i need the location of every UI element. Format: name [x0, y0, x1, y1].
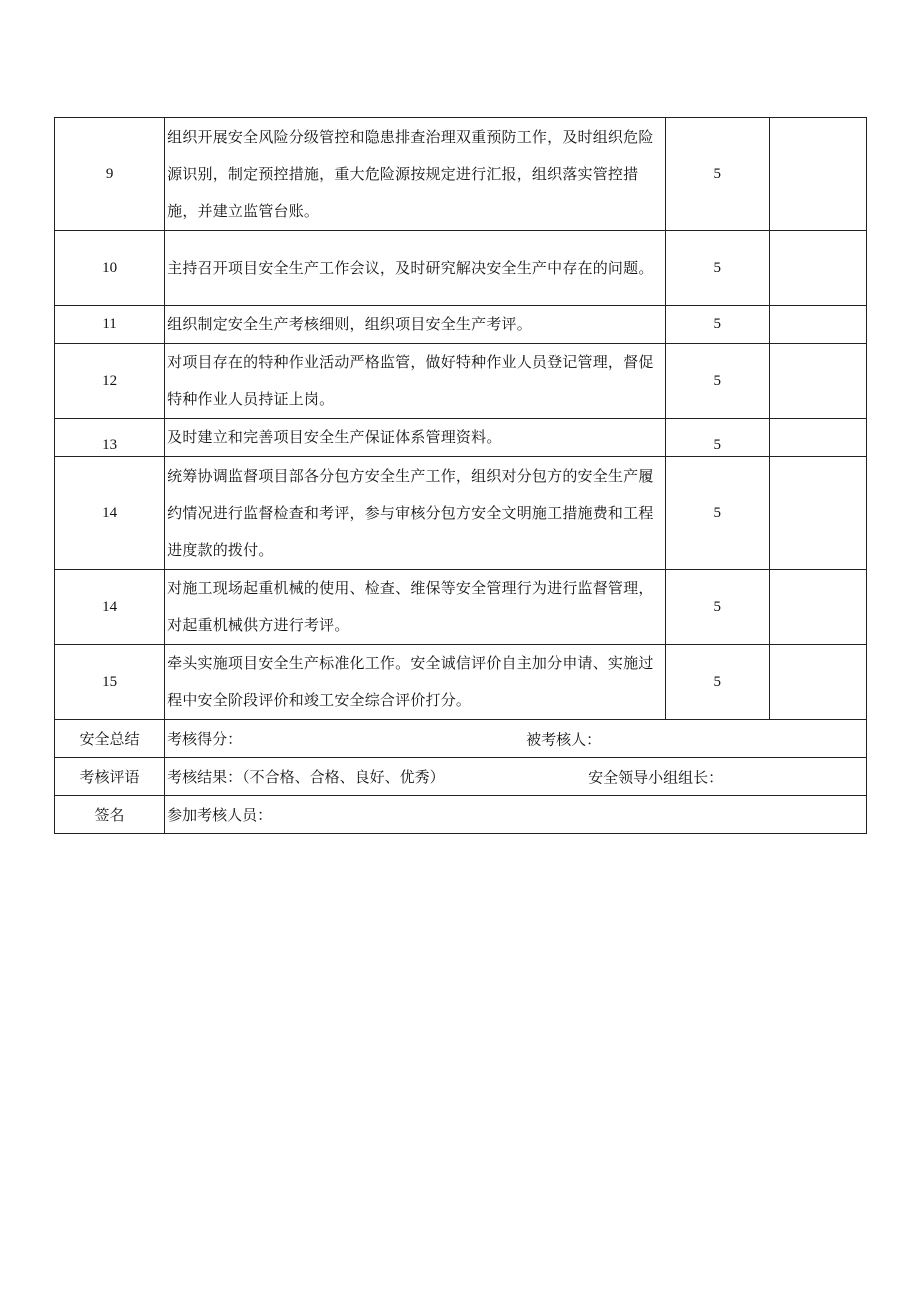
- table-row: [55, 118, 867, 231]
- item-content: 对项目存在的特种作业活动严格监管，做好特种作业人员登记管理，督促特种作业人员持证上岗。: [165, 344, 666, 419]
- item-content: 主持召开项目安全生产工作会议，及时研究解决安全生产中存在的问题。: [165, 231, 666, 306]
- item-number: 15: [55, 645, 165, 720]
- assessee-label: 被考核人：: [526, 730, 602, 748]
- item-score: 5: [665, 344, 769, 419]
- table-row: [55, 306, 867, 344]
- item-number: 10: [55, 231, 165, 306]
- sign-label: 签名: [55, 796, 165, 834]
- item-result-cell: [769, 645, 866, 720]
- item-content: 统筹协调监督项目部各分包方安全生产工作，组织对分包方的安全生产履约情况进行监督检查和考评，参与审核分包方安全文明施工措施费和工程进度款的拨付。: [165, 457, 666, 570]
- item-score: 5: [665, 457, 769, 570]
- item-result-cell: [769, 344, 866, 419]
- item-content: 及时建立和完善项目安全生产保证体系管理资料。: [165, 419, 666, 457]
- item-result-cell: [769, 419, 866, 457]
- item-score: 5: [665, 419, 769, 457]
- item-number: 14: [55, 457, 165, 570]
- item-result-cell: [769, 231, 866, 306]
- table-row: [55, 231, 867, 306]
- item-content: 牵头实施项目安全生产标准化工作。安全诚信评价自主加分申请、实施过程中安全阶段评价和竣工安全综合评价打分。: [165, 645, 666, 720]
- comment-row: [55, 758, 867, 796]
- table-row: [55, 457, 867, 570]
- result-label: 考核结果：（不合格、合格、良好、优秀）: [167, 768, 445, 786]
- item-number: 11: [55, 306, 165, 344]
- table-row: [55, 570, 867, 645]
- signature-row: [55, 796, 867, 834]
- item-result-cell: [769, 306, 866, 344]
- item-number: 13: [55, 419, 165, 457]
- comment-content: [165, 758, 867, 796]
- table-row: [55, 645, 867, 720]
- participants-content: [165, 796, 867, 834]
- item-number: 9: [55, 118, 165, 231]
- item-result-cell: [769, 457, 866, 570]
- participants-label: 参加考核人员：: [167, 806, 273, 824]
- leader-label: 安全领导小组组长：: [588, 768, 724, 786]
- table-row: [55, 344, 867, 419]
- item-result-cell: [769, 570, 866, 645]
- item-number: 12: [55, 344, 165, 419]
- item-result-cell: [769, 118, 866, 231]
- comment-label: 考核评语: [55, 758, 165, 796]
- item-content: 组织制定安全生产考核细则，组织项目安全生产考评。: [165, 306, 666, 344]
- score-label: 考核得分：: [167, 730, 243, 748]
- summary-row: [55, 720, 867, 758]
- item-score: 5: [665, 645, 769, 720]
- assessment-table: [54, 117, 867, 834]
- item-score: 5: [665, 306, 769, 344]
- item-score: 5: [665, 570, 769, 645]
- item-number: 14: [55, 570, 165, 645]
- item-content: 对施工现场起重机械的使用、检查、维保等安全管理行为进行监督管理，对起重机械供方进行考评。: [165, 570, 666, 645]
- item-score: 5: [665, 231, 769, 306]
- table-row: [55, 419, 867, 457]
- item-score: 5: [665, 118, 769, 231]
- summary-label: 安全总结: [55, 720, 165, 758]
- item-content: 组织开展安全风险分级管控和隐患排查治理双重预防工作，及时组织危险源识别，制定预控措施，重大危险源按规定进行汇报，组织落实管控措施，并建立监管台账。: [165, 118, 666, 231]
- summary-content: [165, 720, 867, 758]
